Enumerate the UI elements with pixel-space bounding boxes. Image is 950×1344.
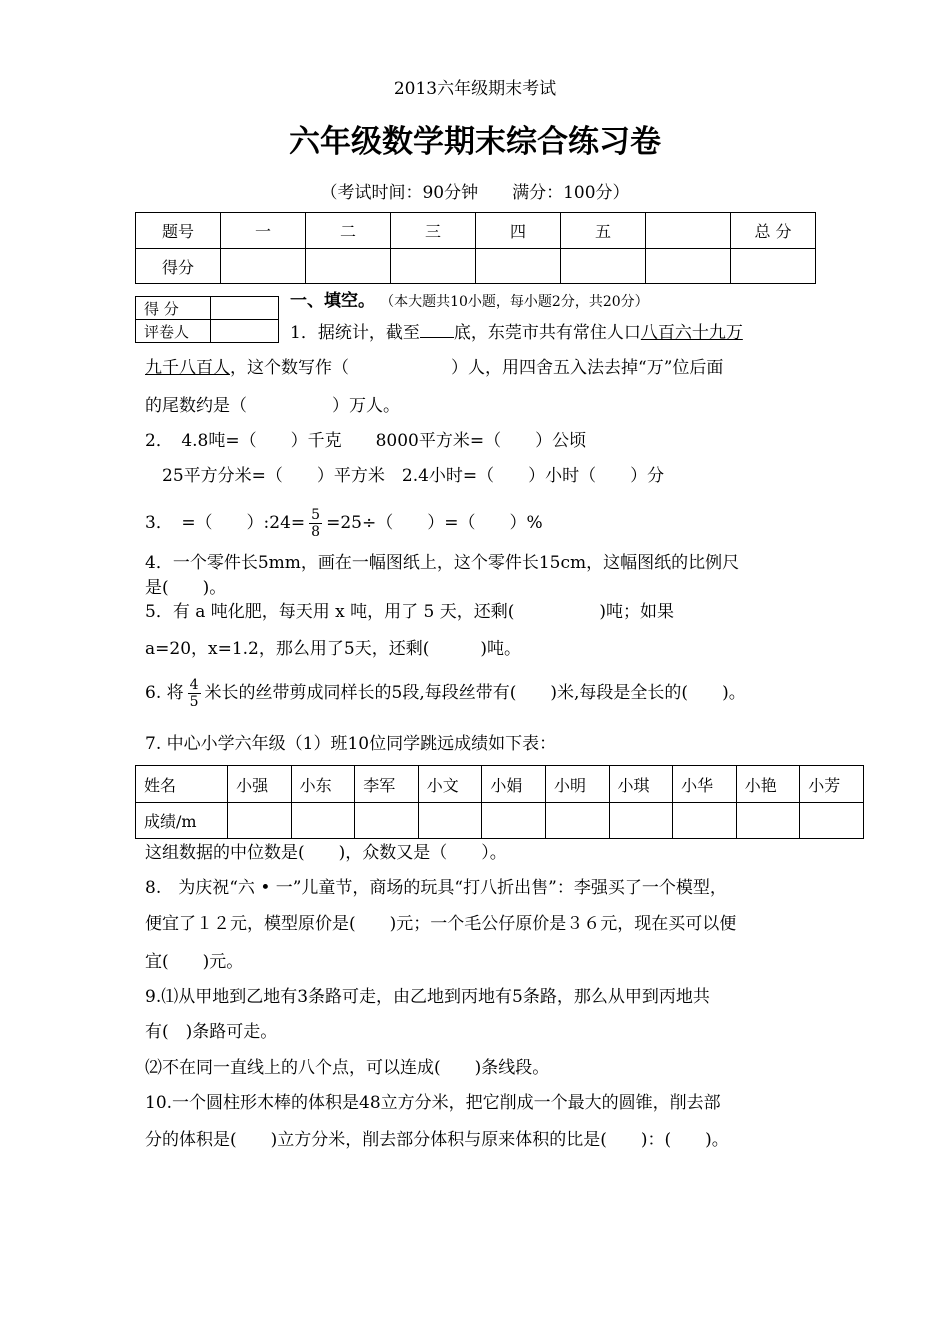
table-row-label: 成绩/m (136, 803, 228, 839)
grader-name-cell (211, 320, 279, 343)
fraction: $\frac{4}{5}$ (189, 677, 199, 710)
q10-line2: 分的体积是( )立方分米，削去部分体积与原来体积的比是( )：( )。 (145, 1130, 729, 1150)
q3-line: 3． =（ ）:24= $\frac{5}{8}$ =25÷（ ）=（ ）% (145, 507, 543, 540)
table-header: 小芳 (800, 766, 864, 803)
table-cell (800, 803, 864, 839)
section-title: 一、填空。 (290, 291, 375, 311)
q4-line1: 4．一个零件长5mm，画在一幅图纸上，这个零件长15cm，这幅图纸的比例尺 (145, 553, 740, 573)
table-header: 小强 (228, 766, 292, 803)
table-header: 小艳 (736, 766, 800, 803)
jump-score-table (135, 765, 864, 839)
q2-line2: 25平方分米=（ ）平方米 2.4小时=（ ）小时（ ）分 (162, 466, 665, 486)
table-cell (418, 803, 482, 839)
score-table-header: 三 (391, 213, 476, 249)
q4-line2: 是( )。 (145, 578, 227, 598)
table-cell (355, 803, 419, 839)
q6-line: 6. 将 $\frac{4}{5}$ 米长的丝带剪成同样长的5段,每段丝带有( )米,每段是全长的( )。 (145, 677, 746, 710)
score-cell (221, 249, 306, 284)
fraction: $\frac{5}{8}$ (311, 507, 321, 540)
blank (420, 320, 454, 338)
q1-line3: 的尾数约是（ ）万人。 (145, 396, 400, 416)
q8-line1: 8. 为庆祝“六 • 一”儿童节，商场的玩具“打八折出售”：李强买了一个模型， (145, 878, 727, 898)
header-note: 2013六年级期末考试 (393, 79, 557, 99)
table-cell (673, 803, 737, 839)
q5-line2: a=20，x=1.2，那么用了5天，还剩( )吨。 (145, 639, 521, 659)
table-header: 小东 (291, 766, 355, 803)
score-cell (731, 249, 816, 284)
table-cell (545, 803, 609, 839)
section-note: （本大题共10小题，每小题2分，共20分） (380, 294, 649, 310)
score-cell (391, 249, 476, 284)
score-cell (476, 249, 561, 284)
table-cell (291, 803, 355, 839)
table-cell (228, 803, 292, 839)
q8-line3: 宜( )元。 (145, 952, 244, 972)
table-header: 小明 (545, 766, 609, 803)
q7-intro: 7. 中心小学六年级（1）班10位同学跳远成绩如下表： (145, 734, 557, 754)
q1-line2: 九千八百人，这个数写作（ ）人，用四舍五入法去掉“万”位后面 (145, 358, 724, 378)
score-table-header (646, 213, 731, 249)
q1-line1: 1．据统计，截至 底，东莞市共有常住人口八百六十九万 (290, 320, 743, 345)
score-table-header: 题号 (136, 213, 221, 249)
q9-line1: 9.⑴从甲地到乙地有3条路可走，由乙地到丙地有5条路，那么从甲到丙地共 (145, 987, 710, 1007)
grader-name-label: 评卷人 (136, 320, 211, 343)
q7-after: 这组数据的中位数是( )，众数又是（ ）。 (145, 843, 507, 863)
table-header: 小琪 (609, 766, 673, 803)
score-table-header: 总 分 (731, 213, 816, 249)
q10-line1: 10.一个圆柱形木棒的体积是48立方分米，把它削成一个最大的圆锥，削去部 (145, 1093, 721, 1113)
score-table-header: 五 (561, 213, 646, 249)
subtitle: （考试时间：90分钟 满分：100分） (320, 183, 630, 203)
table-header: 姓名 (136, 766, 228, 803)
table-header: 小娟 (482, 766, 546, 803)
score-table (135, 212, 816, 284)
population-words-cont: 九千八百人 (145, 358, 230, 378)
table-cell (609, 803, 673, 839)
score-table-row-label: 得分 (136, 249, 221, 284)
table-header: 小文 (418, 766, 482, 803)
q8-line2: 便宜了１２元，模型原价是( )元；一个毛公仔原价是３６元，现在买可以便 (145, 914, 737, 934)
table-header: 李军 (355, 766, 419, 803)
score-table-header: 一 (221, 213, 306, 249)
score-table-header: 二 (306, 213, 391, 249)
section-heading (290, 286, 649, 311)
score-table-header: 四 (476, 213, 561, 249)
grader-score-label: 得 分 (136, 297, 211, 320)
grader-box (135, 296, 279, 343)
score-cell (646, 249, 731, 284)
q2-line1: 2． 4.8吨=（ ）千克 8000平方米=（ ）公顷 (145, 431, 587, 451)
grader-score-cell (211, 297, 279, 320)
q9-line2: 有( )条路可走。 (145, 1022, 278, 1042)
q5-line1: 5．有 a 吨化肥，每天用 x 吨，用了 5 天，还剩( )吨；如果 (145, 602, 675, 622)
q9-line3: ⑵不在同一直线上的八个点，可以连成( )条线段。 (145, 1058, 550, 1078)
table-header: 小华 (673, 766, 737, 803)
page-title: 六年级数学期末综合练习卷 (289, 124, 661, 160)
score-cell (561, 249, 646, 284)
population-words: 八百六十九万 (640, 323, 743, 343)
score-cell (306, 249, 391, 284)
table-cell (736, 803, 800, 839)
table-cell (482, 803, 546, 839)
